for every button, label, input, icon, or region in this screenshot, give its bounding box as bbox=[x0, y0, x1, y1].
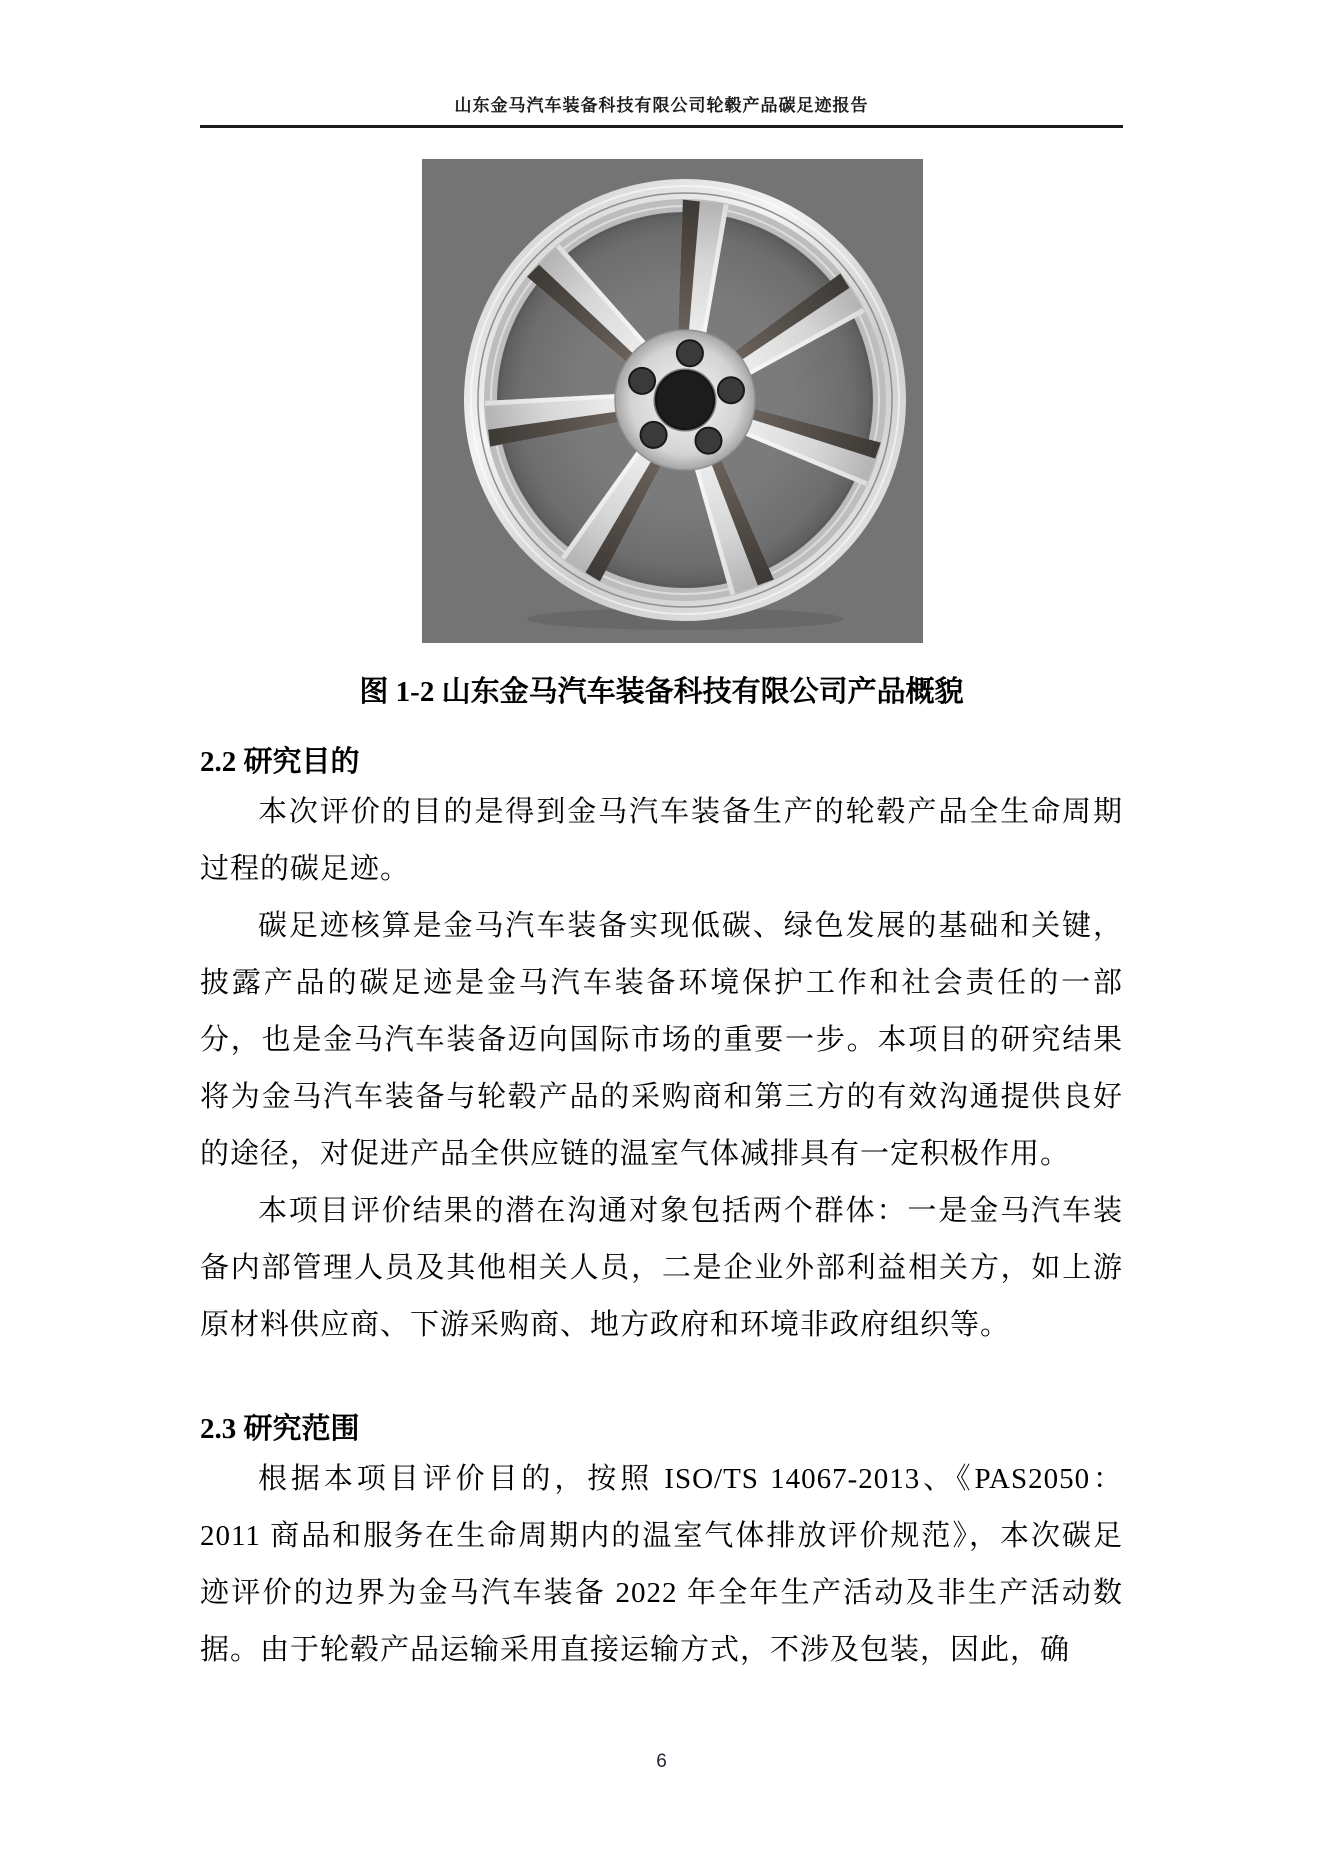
figure-product-photo bbox=[422, 159, 923, 643]
document-body bbox=[200, 742, 1123, 1679]
seven-spoke-alloy-wheel-image bbox=[422, 159, 923, 643]
page-number: 6 bbox=[656, 1751, 667, 1772]
section-2-2-heading: 2.2 研究目的 bbox=[200, 746, 360, 778]
paragraph: 本次评价的目的是得到金马汽车装备生产的轮毂产品全生命周期过程的碳足迹。 bbox=[200, 796, 1123, 885]
paragraph: 根据本项目评价目的，按照 ISO/TS 14067-2013、《PAS2050：2011 商品和服务在生命周期内的温室气体排放评价规范》，本次碳足迹评价的边界为金马汽车装备 2022 年全年生产活动及非生产活动数据。由于轮毂产品运输采用直接运输方式，不涉及包装，因此，确 bbox=[200, 1463, 1123, 1666]
figure-caption: 图 1-2 山东金马汽车装备科技有限公司产品概貌 bbox=[359, 676, 964, 708]
section-2-3-heading: 2.3 研究范围 bbox=[200, 1413, 360, 1445]
page-header bbox=[200, 0, 1123, 128]
page-footer bbox=[0, 1751, 1323, 1773]
paragraph: 本项目评价结果的潜在沟通对象包括两个群体：一是金马汽车装备内部管理人员及其他相关人员，二是企业外部利益相关方，如上游原材料供应商、下游采购商、地方政府和环境非政府组织等。 bbox=[200, 1195, 1123, 1341]
page-header-title: 山东金马汽车装备科技有限公司轮毂产品碳足迹报告 bbox=[454, 96, 869, 115]
paragraph: 碳足迹核算是金马汽车装备实现低碳、绿色发展的基础和关键，披露产品的碳足迹是金马汽车装备环境保护工作和社会责任的一部分，也是金马汽车装备迈向国际市场的重要一步。本项目的研究结果将为金马汽车装备与轮毂产品的采购商和第三方的有效沟通提供良好的途径，对促进产品全供应链的温室气体减排具有一定积极作用。 bbox=[200, 910, 1123, 1170]
